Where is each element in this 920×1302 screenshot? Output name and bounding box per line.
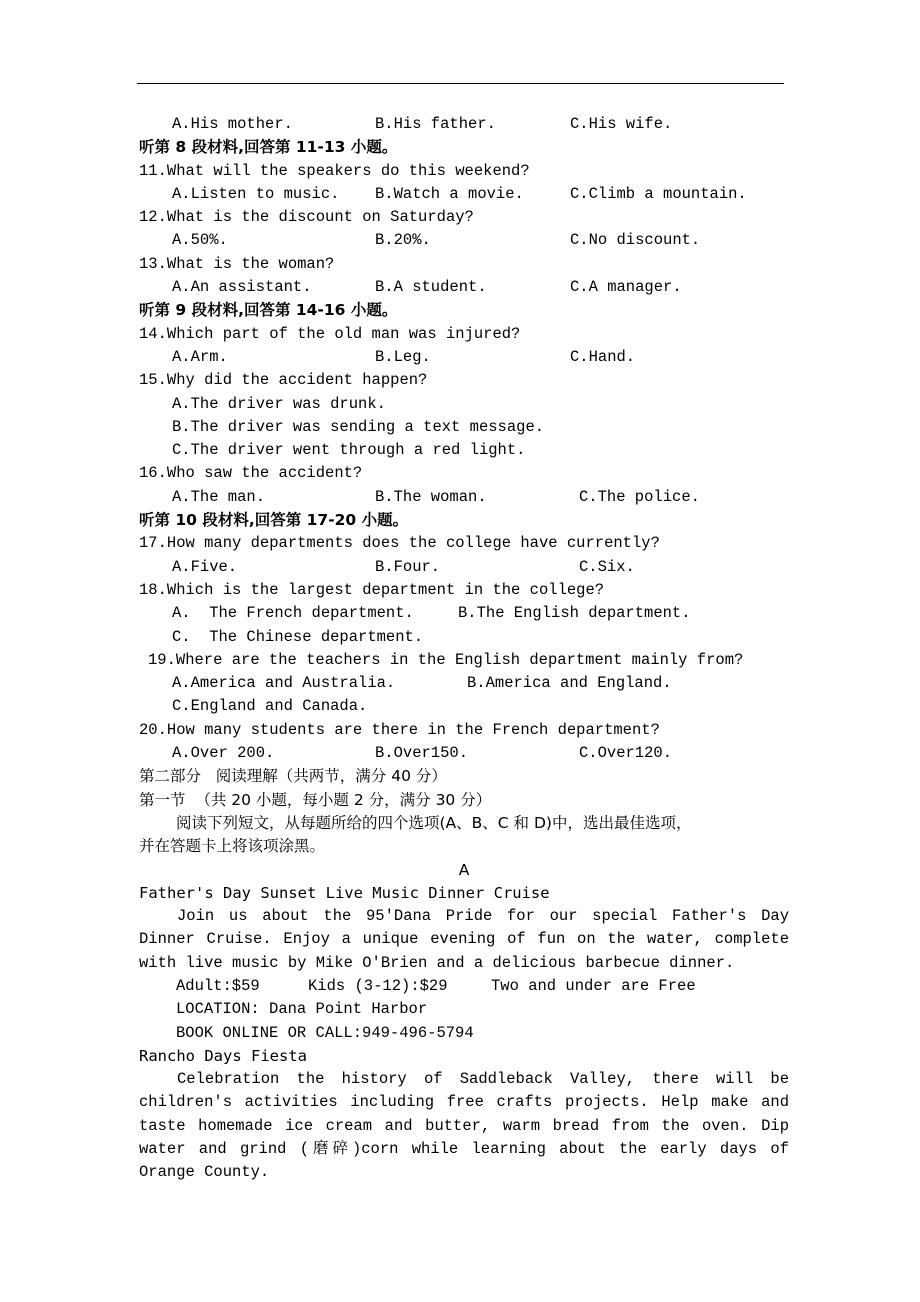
q19-option-c: C.England and Canada. [172, 697, 368, 716]
question-11: 11.What will the speakers do this weekend? [139, 161, 530, 180]
option-b: B.His father. [375, 115, 496, 133]
q18-option-c: C. The Chinese department. [172, 627, 424, 646]
option-a: A.His mother. [172, 115, 293, 133]
option-b: B.A student. [375, 278, 487, 297]
q15-option-c: C.The driver went through a red light. [172, 441, 526, 460]
cruise-location: LOCATION: Dana Point Harbor [176, 1000, 428, 1019]
option-a: A.America and Australia. [172, 674, 396, 693]
page-content [139, 113, 789, 1185]
q19-options-ab [139, 672, 789, 695]
option-a: A.Over 200. [172, 744, 275, 763]
question-14: 14.Which part of the old man was injured? [139, 324, 521, 343]
option-b: B.20%. [375, 231, 431, 250]
option-b: B.America and England. [467, 674, 672, 693]
instruction-line-1: 阅读下列短文，从每题所给的四个选项(A、B、C 和 D)中，选出最佳选项， [176, 813, 692, 832]
section-heading-10: 听第 10 段材料,回答第 17-20 小题。 [139, 511, 409, 530]
option-a: A. The French department. [172, 604, 414, 623]
header-rule [137, 83, 784, 84]
q11-options [139, 183, 789, 206]
option-a: A.An assistant. [172, 278, 312, 297]
q15-option-b: B.The driver was sending a text message. [172, 417, 545, 436]
ad-title-cruise: Father's Day Sunset Live Music Dinner Cruise [139, 883, 550, 902]
option-c: C.Six. [579, 557, 635, 576]
q17-options [139, 556, 789, 579]
ad-body-cruise [139, 905, 789, 975]
option-b: B.The English department. [458, 604, 691, 623]
price-kids: Kids (3-12):$29 [308, 976, 448, 995]
price-adult: Adult:$59 [176, 976, 260, 995]
option-b: B.Watch a movie. [375, 184, 524, 203]
q15-option-a: A.The driver was drunk. [172, 394, 386, 413]
section-heading-9: 听第 9 段材料,回答第 14-16 小题。 [139, 301, 398, 320]
price-free: Two and under are Free [491, 976, 696, 995]
question-18: 18.Which is the largest department in the college? [139, 580, 605, 599]
section-one-heading: 第一节 （共 20 小题，每小题 2 分，满分 30 分） [139, 790, 492, 809]
q12-options [139, 229, 789, 252]
q16-options [139, 486, 789, 509]
option-a: A.Five. [172, 557, 238, 576]
option-b: B.Leg. [375, 347, 431, 366]
cruise-booking: BOOK ONLINE OR CALL:949-496-5794 [176, 1023, 474, 1042]
ad-title-fiesta: Rancho Days Fiesta [139, 1046, 307, 1065]
question-12: 12.What is the discount on Saturday? [139, 208, 474, 227]
ad-body-fiesta-text: Celebration the history of Saddleback Valley, there will be children's activities including free crafts projects. Help make and taste homemade ice cream and butter, warm bread from the oven. Dip water and grind (磨碎)corn while learning about the early days of Orange County. [139, 1070, 789, 1182]
option-a: A.Listen to music. [172, 184, 340, 203]
option-b: B.Over150. [375, 744, 469, 763]
option-c: C.Climb a mountain. [570, 184, 747, 203]
q20-options [139, 742, 789, 765]
section-heading-8: 听第 8 段材料,回答第 11-13 小题。 [139, 138, 398, 157]
cruise-prices [139, 975, 789, 998]
option-a: A.50%. [172, 231, 228, 250]
q13-options [139, 276, 789, 299]
passage-letter: A [458, 860, 470, 879]
option-b: B.The woman. [375, 487, 487, 506]
question-13: 13.What is the woman? [139, 254, 335, 273]
q10-options [139, 113, 789, 136]
option-c: C.His wife. [570, 115, 673, 133]
instruction-line-2: 并在答题卡上将该项涂黑。 [139, 837, 326, 856]
part-two-heading: 第二部分 阅读理解（共两节，满分 40 分） [139, 767, 447, 786]
option-c: C.A manager. [570, 278, 682, 297]
question-15: 15.Why did the accident happen? [139, 371, 428, 390]
ad-body-cruise-text: Join us about the 95'Dana Pride for our special Father's Day Dinner Cruise. Enjoy a unique evening of fun on the water, complete with live music by Mike O'Brien and a delicious barbecue dinner. [139, 907, 789, 972]
question-16: 16.Who saw the accident? [139, 464, 363, 483]
question-19: 19.Where are the teachers in the English department mainly from? [148, 650, 744, 669]
ad-body-fiesta [139, 1068, 789, 1184]
question-17: 17.How many departments does the college have currently? [139, 534, 660, 553]
option-c: C.No discount. [570, 231, 701, 250]
option-c: C.The police. [579, 487, 700, 506]
option-c: C.Over120. [579, 744, 673, 763]
option-c: C.Hand. [570, 347, 636, 366]
question-20: 20.How many students are there in the French department? [139, 720, 660, 739]
q14-options [139, 346, 789, 369]
q18-options-ab [139, 602, 789, 625]
option-b: B.Four. [375, 557, 441, 576]
option-a: A.The man. [172, 487, 266, 506]
option-a: A.Arm. [172, 347, 228, 366]
